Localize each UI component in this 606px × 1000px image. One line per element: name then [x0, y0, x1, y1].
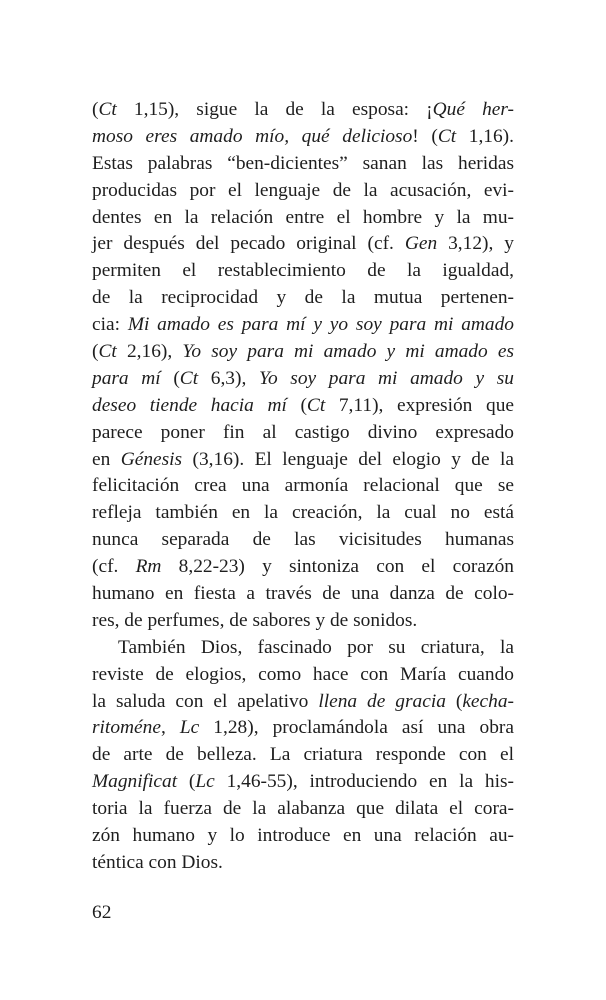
text-segment: refleja también en la creación, la cual no está — [92, 502, 514, 524]
text-line — [92, 823, 514, 850]
italic-text: Ct — [98, 99, 117, 120]
italic-text: Ct — [306, 394, 326, 416]
text-segment: ( — [445, 690, 463, 712]
text-segment: jer después del pecado original (cf. — [92, 233, 405, 255]
italic-text: Ct — [179, 367, 199, 389]
text-segment: en — [92, 448, 121, 470]
text-segment: 1,28), proclamándola así una obra — [199, 717, 514, 739]
text-line — [92, 850, 514, 877]
text-segment: 3,12), y — [437, 233, 514, 255]
text-segment: toria la fuerza de la alabanza que dilata el cora- — [92, 798, 514, 820]
italic-text: deseo tiende hacia mí — [92, 394, 287, 416]
italic-text: Ct — [98, 341, 117, 363]
paragraph — [92, 97, 514, 635]
text-line — [92, 581, 514, 608]
text-segment: ! ( — [412, 125, 438, 147]
text-segment: reviste de elogios, como hace con María cuando — [92, 663, 514, 685]
italic-text: Lc — [179, 717, 200, 739]
text-line — [92, 527, 514, 554]
text-line — [92, 124, 514, 151]
text-segment: , — [160, 717, 180, 739]
paragraph — [92, 635, 514, 877]
text-segment: ( — [92, 341, 99, 363]
italic-text: Génesis — [120, 448, 183, 470]
text-segment: felicitación crea una armonía relacional que se — [92, 475, 514, 497]
text-segment: de la reciprocidad y de la mutua pertenen- — [92, 287, 514, 309]
text-segment: ( — [286, 394, 307, 416]
text-line — [92, 258, 514, 285]
text-segment: res, de perfumes, de sabores y de sonidos. — [92, 609, 418, 631]
text-segment: la saluda con el apelativo — [92, 690, 319, 712]
text-segment: producidas por el lenguaje de la acusación, evi- — [92, 179, 514, 201]
text-line — [92, 420, 514, 447]
text-line — [92, 473, 514, 500]
text-line — [92, 312, 514, 339]
text-line — [92, 689, 514, 716]
text-segment: de arte de belleza. La criatura responde con el — [92, 744, 514, 766]
text-line — [92, 635, 514, 662]
italic-text: ritoméne — [92, 717, 161, 739]
text-line — [92, 366, 514, 393]
text-segment: humano en fiesta a través de una danza de colo- — [92, 583, 514, 605]
italic-text: Yo soy para mi amado y mi amado es — [182, 341, 514, 363]
text-segment: permiten el restablecimiento de la igualdad, — [92, 260, 514, 282]
italic-text: Magnificat — [92, 771, 178, 793]
text-line — [92, 742, 514, 769]
text-line — [92, 339, 514, 366]
italic-text: Lc — [195, 771, 215, 793]
italic-text: Rm — [135, 556, 162, 578]
text-segment: (3,16). El lenguaje del elogio y de la — [182, 448, 514, 470]
text-segment: dentes en la relación entre el hombre y la mu- — [92, 206, 514, 228]
text-segment: téntica con Dios. — [92, 851, 223, 873]
text-line — [92, 97, 514, 124]
text-segment: También Dios, fascinado por su criatura, la — [118, 636, 514, 658]
text-segment: 1,16). — [456, 125, 514, 147]
text-line — [92, 500, 514, 527]
text-segment: parece poner fin al castigo divino expresado — [92, 421, 514, 443]
text-segment: zón humano y lo introduce en una relación au- — [92, 825, 514, 847]
text-line — [92, 231, 514, 258]
text-segment: ( — [160, 367, 180, 389]
text-line — [92, 554, 514, 581]
text-line — [92, 205, 514, 232]
text-line — [92, 447, 514, 474]
text-segment: Estas palabras “ben-dicientes” sanan las heridas — [92, 152, 514, 174]
text-segment: ( — [92, 99, 99, 120]
text-line — [92, 608, 514, 635]
text-segment: 1,46-55), introduciendo en la his- — [214, 771, 515, 793]
text-segment: 6,3), — [198, 367, 259, 389]
italic-text: Ct — [437, 125, 457, 147]
text-segment: (cf. — [92, 556, 136, 578]
text-segment: nunca separada de las vicisitudes humanas — [92, 529, 514, 551]
text-segment: 2,16), — [116, 341, 183, 363]
text-segment: ( — [177, 771, 196, 793]
text-segment: 8,22-23) y sintoniza con el corazón — [161, 556, 514, 578]
italic-text: para mí — [92, 367, 161, 389]
italic-text: Qué her- — [432, 99, 514, 120]
body-text — [92, 97, 514, 877]
italic-text: moso eres amado mío, qué delicioso — [92, 125, 413, 147]
text-segment: 7,11), expresión que — [325, 394, 514, 416]
text-line — [92, 178, 514, 205]
text-segment: 1,15), sigue la de la esposa: ¡ — [116, 99, 433, 120]
text-line — [92, 151, 514, 178]
text-line — [92, 393, 514, 420]
text-line — [92, 662, 514, 689]
italic-text: llena de gracia — [318, 690, 446, 712]
italic-text: Mi amado es para mí y yo soy para mi amado — [127, 314, 514, 336]
text-line — [92, 285, 514, 312]
text-line — [92, 796, 514, 823]
text-line — [92, 715, 514, 742]
italic-text: kecha- — [462, 690, 514, 712]
italic-text: Yo soy para mi amado y su — [258, 367, 514, 389]
text-segment: cia: — [92, 314, 128, 336]
italic-text: Gen — [404, 233, 438, 255]
text-line — [92, 769, 514, 796]
page-number: 62 — [92, 902, 112, 923]
